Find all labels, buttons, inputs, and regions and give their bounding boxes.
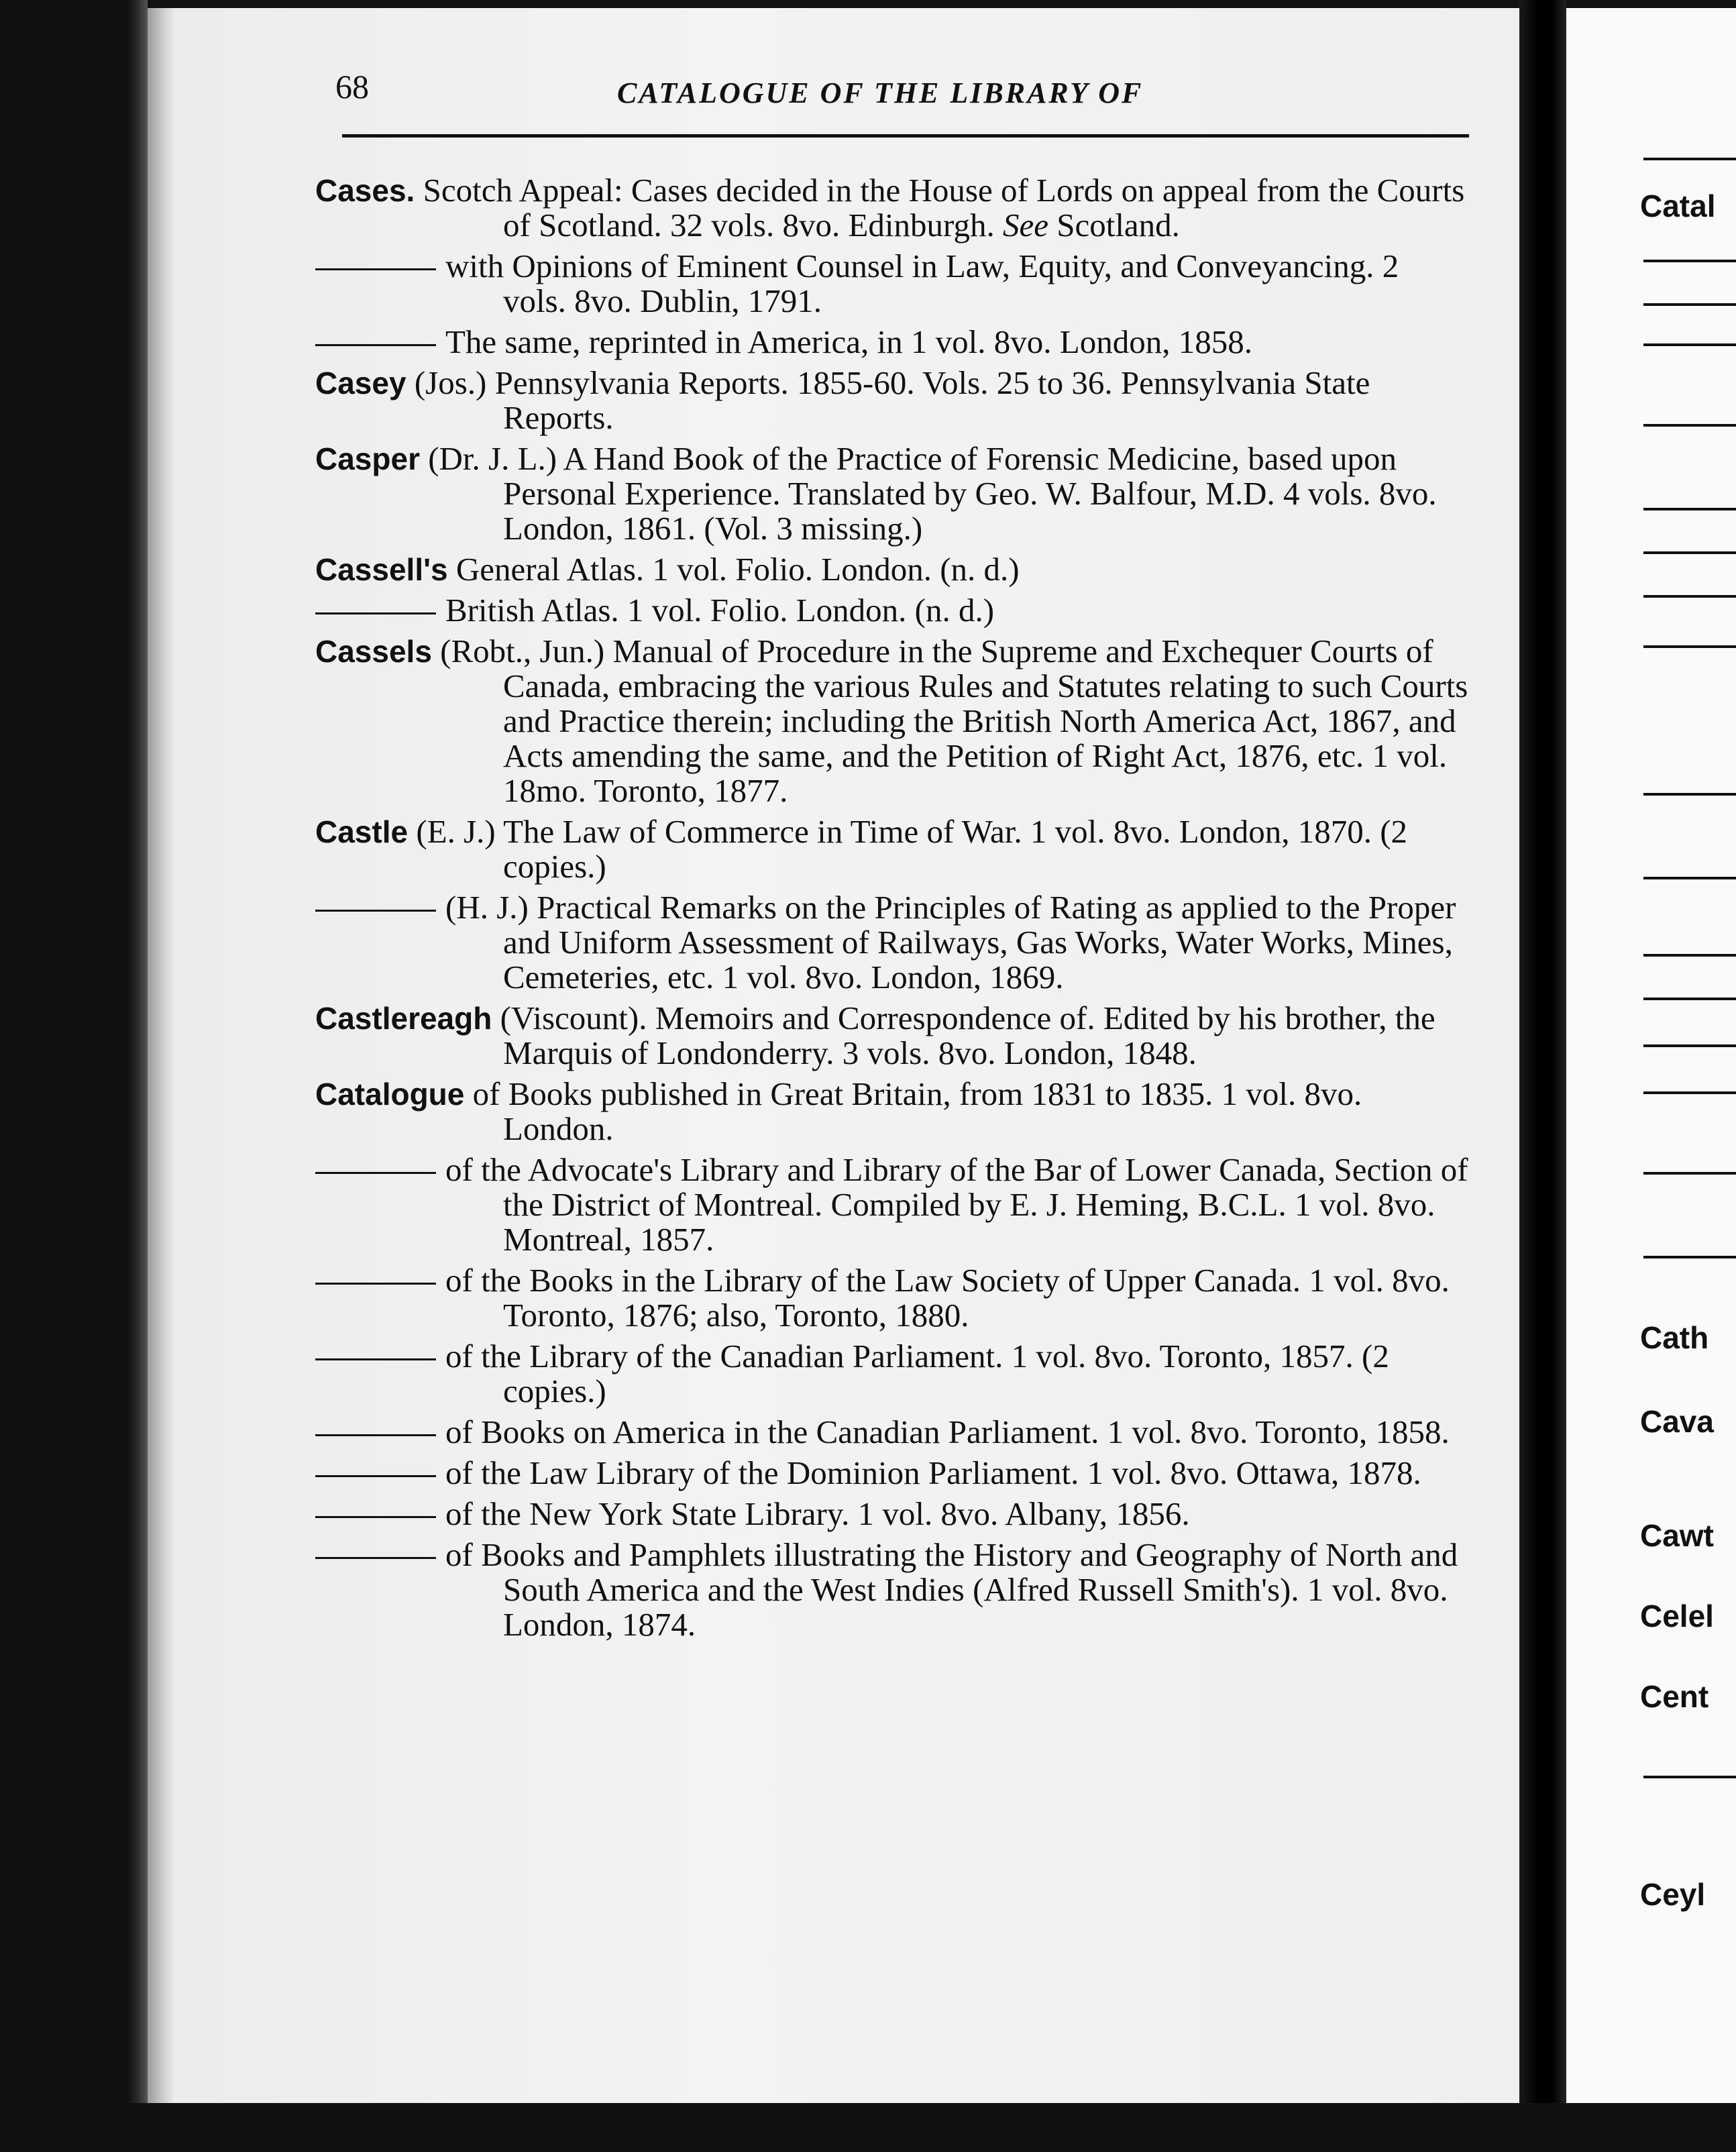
catalogue-entry <box>315 1077 1469 1146</box>
catalogue-subentry <box>315 593 1469 628</box>
facing-page <box>1566 8 1736 2103</box>
ditto-dash <box>315 1434 436 1436</box>
catalogue-subentry <box>315 325 1469 360</box>
entry-text: General Atlas. 1 vol. Folio. London. (n. d.) <box>447 551 1020 588</box>
ditto-dash <box>315 1557 436 1559</box>
book-gutter <box>1519 0 1566 2152</box>
entry-headword: Casey <box>315 366 406 400</box>
catalogue-subentry <box>315 1538 1469 1642</box>
facing-rule <box>1643 954 1736 957</box>
facing-headword: Cath <box>1640 1320 1709 1355</box>
catalogue-subentry <box>315 1263 1469 1333</box>
ditto-dash <box>315 344 436 346</box>
ditto-dash <box>315 1516 436 1518</box>
catalogue-subentry <box>315 1456 1469 1491</box>
see-target: Scotland. <box>1048 207 1180 244</box>
scan-border-top <box>0 0 1736 8</box>
catalogue-entry <box>315 1001 1469 1071</box>
facing-rule <box>1643 998 1736 1000</box>
facing-rule <box>1643 793 1736 796</box>
facing-rule <box>1643 1256 1736 1258</box>
catalogue-entry <box>315 173 1469 243</box>
entry-text: Scotch Appeal: Cases decided in the House of Lords on appeal from the Courts of Scotland. 32 vols. 8vo. Edinburgh. <box>415 172 1465 244</box>
entry-text: of the Books in the Library of the Law Society of Upper Canada. 1 vol. 8vo. Toronto, 1876; also, Toronto, 1880. <box>445 1262 1450 1334</box>
entry-text: of Books published in Great Britain, from 1831 to 1835. 1 vol. 8vo. London. <box>464 1075 1362 1147</box>
entry-text: (Robt., Jun.) Manual of Procedure in the Supreme and Exchequer Courts of Canada, embracing the various Rules and Statutes relating to such Courts and Practice therein; including the British North America Act, 1867, and Acts amending the same, and the Petition of Right Act, 1876, etc. 1 vol. 18mo. Toronto, 1877. <box>431 633 1468 809</box>
facing-rule <box>1643 508 1736 510</box>
ditto-dash <box>315 910 436 912</box>
entry-headword: Cassell's <box>315 552 448 587</box>
facing-headword: Celel <box>1640 1599 1714 1633</box>
catalogue-subentry <box>315 1339 1469 1409</box>
ditto-dash <box>315 1172 436 1174</box>
facing-rule <box>1643 1044 1736 1047</box>
catalogue-subentry <box>315 249 1469 319</box>
catalogue-entry <box>315 634 1469 808</box>
entry-headword: Castle <box>315 814 409 849</box>
running-head: CATALOGUE OF THE LIBRARY OF <box>617 76 1144 109</box>
catalogue-entry <box>315 366 1469 435</box>
facing-headword: Cawt <box>1640 1518 1714 1553</box>
entry-headword: Catalogue <box>315 1077 465 1112</box>
header-rule <box>342 134 1469 138</box>
catalogue-subentry <box>315 890 1469 995</box>
catalogue-subentry <box>315 1497 1469 1531</box>
catalogue-subentry <box>315 1152 1469 1257</box>
page-number: 68 <box>335 68 369 105</box>
entry-text: (Viscount). Memoirs and Correspondence of. Edited by his brother, the Marquis of Londonderry. 3 vols. 8vo. London, 1848. <box>492 1000 1435 1071</box>
entry-text: of Books on America in the Canadian Parliament. 1 vol. 8vo. Toronto, 1858. <box>445 1413 1450 1450</box>
facing-rule <box>1643 158 1736 160</box>
entry-text: of the Library of the Canadian Parliament. 1 vol. 8vo. Toronto, 1857. (2 copies.) <box>445 1338 1389 1409</box>
ditto-dash <box>315 1283 436 1285</box>
facing-headword: Ceyl <box>1640 1877 1706 1912</box>
scan-border-bottom <box>0 2103 1736 2152</box>
entry-text: (Jos.) Pennsylvania Reports. 1855-60. Vols. 25 to 36. Pennsylvania State Reports. <box>406 364 1370 436</box>
facing-headword: Catal <box>1640 189 1716 223</box>
facing-rule <box>1643 877 1736 879</box>
catalogue-subentry <box>315 1415 1469 1450</box>
entry-headword: Castlereagh <box>315 1001 492 1036</box>
facing-rule <box>1643 595 1736 598</box>
ditto-dash <box>315 1475 436 1477</box>
entry-text: with Opinions of Eminent Counsel in Law, Equity, and Conveyancing. 2 vols. 8vo. Dublin, 1791. <box>445 248 1399 319</box>
entry-headword: Cassels <box>315 634 432 669</box>
facing-headword: Cent <box>1640 1679 1709 1714</box>
facing-rule <box>1643 645 1736 648</box>
entry-headword: Casper <box>315 441 420 476</box>
entry-text: (H. J.) Practical Remarks on the Principles of Rating as applied to the Proper and Uniform Assessment of Railways, Gas Works, Water Works, Mines, Cemeteries, etc. 1 vol. 8vo. London, 1869. <box>445 889 1456 996</box>
catalogue-entry <box>315 814 1469 884</box>
facing-headword: Cava <box>1640 1404 1714 1439</box>
facing-rule <box>1643 260 1736 262</box>
facing-rule <box>1643 551 1736 554</box>
facing-rule <box>1643 1091 1736 1094</box>
entry-text: of the New York State Library. 1 vol. 8vo. Albany, 1856. <box>445 1495 1190 1532</box>
entry-text: of the Advocate's Library and Library of the Bar of Lower Canada, Section of the District of Montreal. Compiled by E. J. Heming, B.C.L. 1 vol. 8vo. Montreal, 1857. <box>445 1151 1468 1258</box>
see-reference: See <box>1002 207 1048 244</box>
entry-text: The same, reprinted in America, in 1 vol. 8vo. London, 1858. <box>445 323 1252 360</box>
entry-text: (E. J.) The Law of Commerce in Time of War. 1 vol. 8vo. London, 1870. (2 copies.) <box>408 813 1408 885</box>
facing-rule <box>1643 1172 1736 1175</box>
facing-rule <box>1643 1776 1736 1778</box>
entry-text: of the Law Library of the Dominion Parliament. 1 vol. 8vo. Ottawa, 1878. <box>445 1454 1421 1491</box>
entry-headword: Cases. <box>315 173 415 208</box>
entry-text: British Atlas. 1 vol. Folio. London. (n. d.) <box>445 592 995 629</box>
entry-text: of Books and Pamphlets illustrating the History and Geography of North and South America and the West Indies (Alfred Russell Smith's). 1 vol. 8vo. London, 1874. <box>445 1536 1458 1643</box>
facing-rule <box>1643 343 1736 346</box>
ditto-dash <box>315 1358 436 1360</box>
facing-rule <box>1643 303 1736 306</box>
page-edge-shadow <box>148 8 174 2103</box>
scan-border-left <box>0 0 148 2152</box>
ditto-dash <box>315 612 436 614</box>
catalogue-entry <box>315 441 1469 546</box>
catalogue-entries <box>315 173 1469 1648</box>
entry-text: (Dr. J. L.) A Hand Book of the Practice of Forensic Medicine, based upon Personal Experience. Translated by Geo. W. Balfour, M.D. 4 vols. 8vo. London, 1861. (Vol. 3 missing.) <box>419 440 1437 547</box>
catalogue-entry <box>315 552 1469 587</box>
facing-rule <box>1643 424 1736 427</box>
ditto-dash <box>315 268 436 270</box>
